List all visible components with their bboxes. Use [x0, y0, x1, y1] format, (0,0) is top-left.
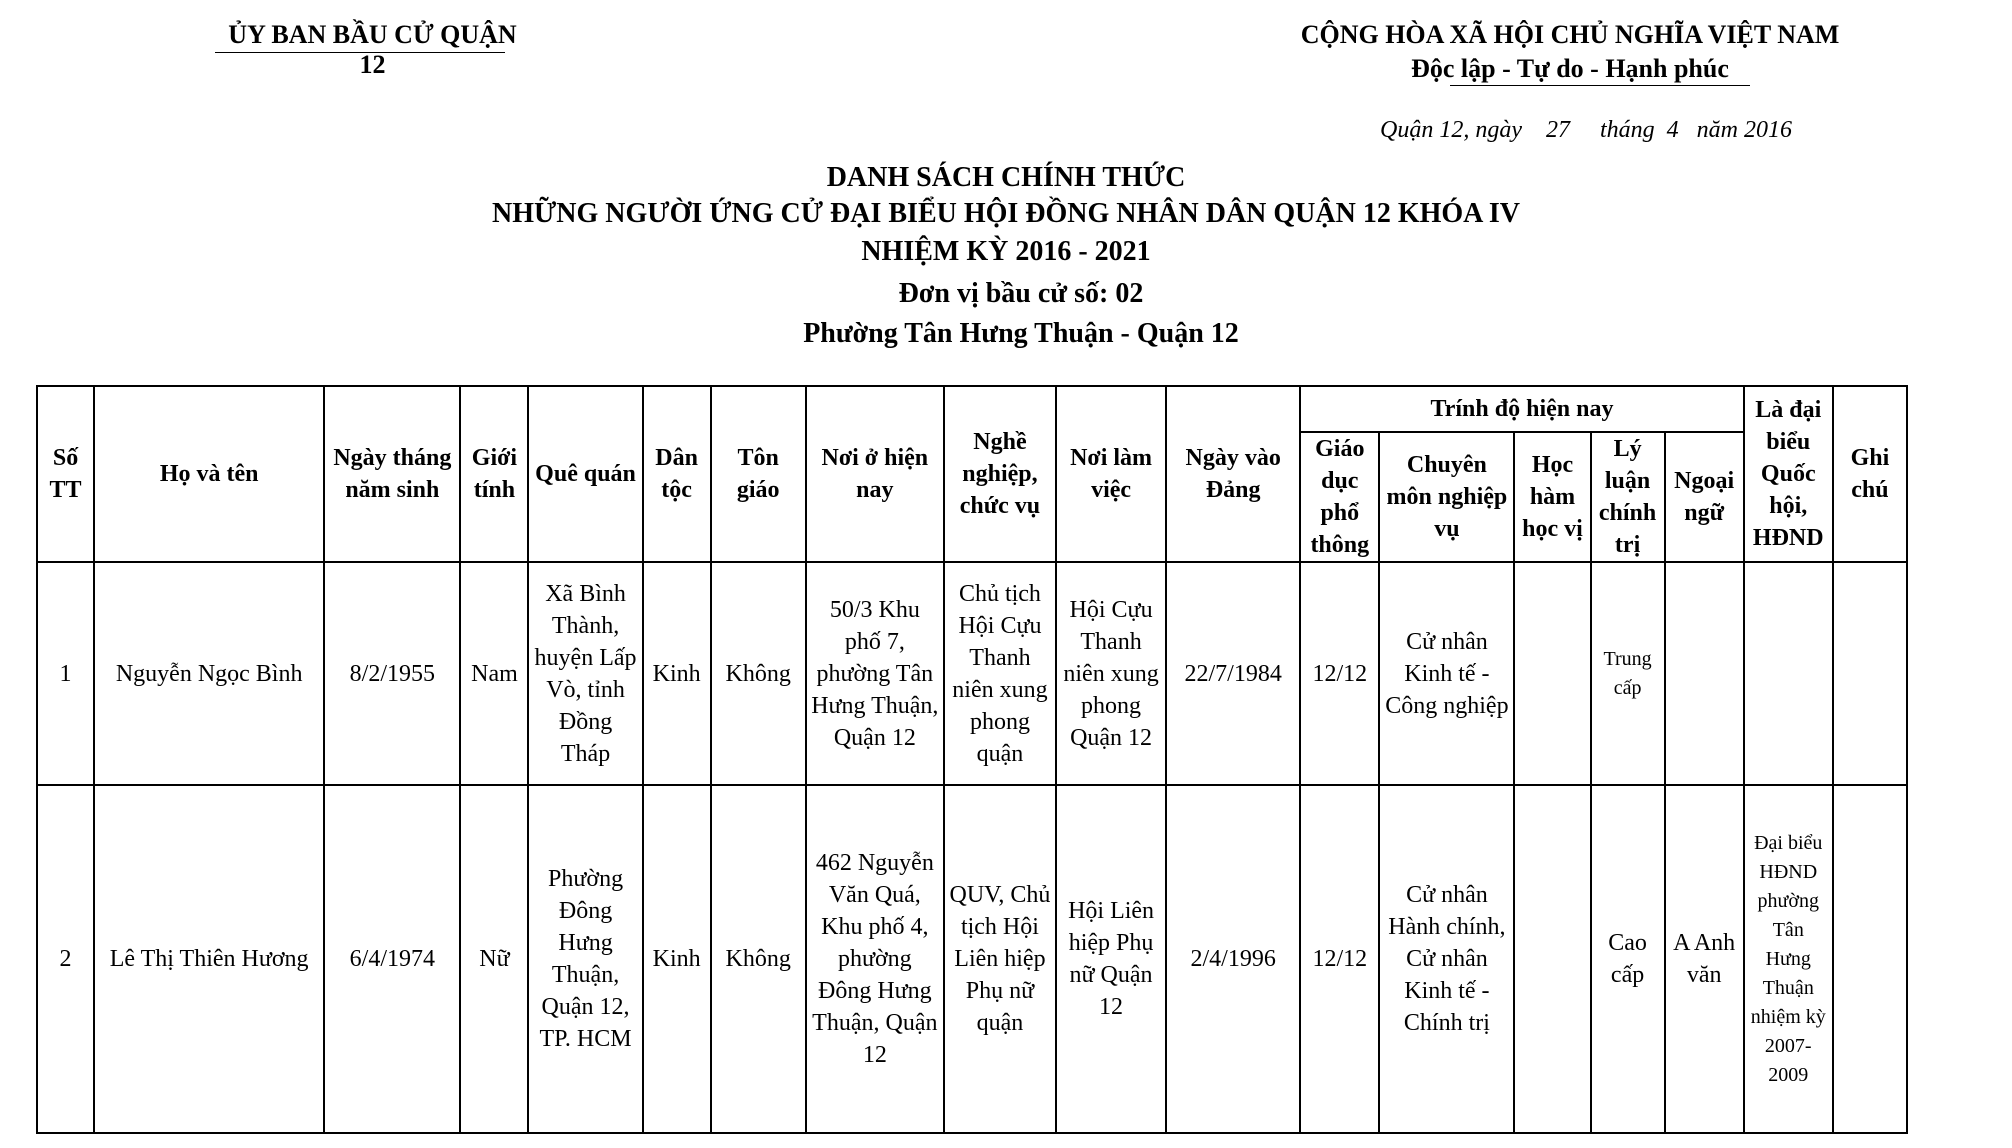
cell-note [1833, 562, 1907, 785]
cell-occupation: QUV, Chủ tịch Hội Liên hiệp Phụ nữ quận [944, 785, 1056, 1133]
cell-residence: 50/3 Khu phố 7, phường Tân Hưng Thuận, Quận 12 [806, 562, 944, 785]
cell-party-date: 22/7/1984 [1166, 562, 1300, 785]
document-title: DANH SÁCH CHÍNH THỨC [826, 162, 1186, 193]
table-header-row [37, 386, 1907, 432]
col-specialty: Chuyên môn nghiệp vụ [1379, 432, 1514, 562]
cell-religion: Không [711, 785, 806, 1133]
cell-gender: Nữ [460, 785, 528, 1133]
cell-general-edu: 12/12 [1300, 562, 1379, 785]
col-hometown: Quê quán [528, 386, 642, 562]
col-workplace: Nơi làm việc [1056, 386, 1166, 562]
cell-workplace: Hội Liên hiệp Phụ nữ Quận 12 [1056, 785, 1166, 1133]
cell-general-edu: 12/12 [1300, 785, 1379, 1133]
col-religion: Tôn giáo [711, 386, 806, 562]
term-label: NHIỆM KỲ 2016 - 2021 [861, 236, 1151, 267]
ward-label: Phường Tân Hưng Thuận - Quận 12 [803, 318, 1239, 349]
issuing-authority: ỦY BAN BẦU CỬ QUẬN 12 [228, 20, 517, 79]
col-political: Lý luận chính trị [1591, 432, 1665, 562]
national-title: CỘNG HÒA XÃ HỘI CHỦ NGHĨA VIỆT NAM [1300, 20, 1840, 49]
cell-gender: Nam [460, 562, 528, 785]
authority-underline [215, 52, 505, 53]
cell-hometown: Xã Bình Thành, huyện Lấp Vò, tỉnh Đồng Tháp [528, 562, 642, 785]
cell-party-date: 2/4/1996 [1166, 785, 1300, 1133]
col-dob: Ngày tháng năm sinh [324, 386, 460, 562]
col-delegate: Là đại biểu Quốc hội, HĐND [1744, 386, 1833, 562]
cell-dob: 6/4/1974 [324, 785, 460, 1133]
col-party-date: Ngày vào Đảng [1166, 386, 1300, 562]
cell-language: A Anh văn [1665, 785, 1744, 1133]
cell-dob: 8/2/1955 [324, 562, 460, 785]
cell-specialty: Cử nhân Kinh tế - Công nghiệp [1379, 562, 1514, 785]
slogan-underline [1450, 85, 1750, 86]
cell-political: Trung cấp [1591, 562, 1665, 785]
electoral-unit: Đơn vị bầu cử số: 02 [898, 278, 1144, 309]
cell-political: Cao cấp [1591, 785, 1665, 1133]
cell-religion: Không [711, 562, 806, 785]
cell-ethnicity: Kinh [643, 562, 711, 785]
col-language: Ngoại ngữ [1665, 432, 1744, 562]
cell-academic [1514, 785, 1590, 1133]
cell-stt: 1 [37, 562, 94, 785]
col-ethnicity: Dân tộc [643, 386, 711, 562]
national-motto [1290, 18, 1850, 86]
cell-delegate: Đại biểu HĐND phường Tân Hưng Thuận nhiệm kỳ 2007-2009 [1744, 785, 1833, 1133]
cell-name: Nguyễn Ngọc Bình [94, 562, 324, 785]
cell-academic [1514, 562, 1590, 785]
col-name: Họ và tên [94, 386, 324, 562]
col-gender: Giới tính [460, 386, 528, 562]
cell-note [1833, 785, 1907, 1133]
cell-name: Lê Thị Thiên Hương [94, 785, 324, 1133]
cell-delegate [1744, 562, 1833, 785]
cell-specialty: Cử nhân Hành chính, Cử nhân Kinh tế - Chính trị [1379, 785, 1514, 1133]
document-dateline: Quận 12, ngày 27 tháng 4 năm 2016 [1380, 117, 1792, 143]
cell-occupation: Chủ tịch Hội Cựu Thanh niên xung phong quận [944, 562, 1056, 785]
col-stt: Số TT [37, 386, 94, 562]
national-slogan: Độc lập - Tự do - Hạnh phúc [1411, 54, 1729, 83]
col-general-edu: Giáo dục phổ thông [1300, 432, 1379, 562]
cell-residence: 462 Nguyễn Văn Quá, Khu phố 4, phường Đông Hưng Thuận, Quận 12 [806, 785, 944, 1133]
document-subtitle: NHỮNG NGƯỜI ỨNG CỬ ĐẠI BIỂU HỘI ĐỒNG NHÂN DÂN QUẬN 12 KHÓA IV [492, 198, 1520, 229]
col-residence: Nơi ở hiện nay [806, 386, 944, 562]
cell-stt: 2 [37, 785, 94, 1133]
table-row [37, 562, 1907, 785]
cell-hometown: Phường Đông Hưng Thuận, Quận 12, TP. HCM [528, 785, 642, 1133]
cell-language [1665, 562, 1744, 785]
table-row [37, 785, 1907, 1133]
candidate-table [36, 385, 1908, 1134]
col-note: Ghi chú [1833, 386, 1907, 562]
cell-ethnicity: Kinh [643, 785, 711, 1133]
cell-workplace: Hội Cựu Thanh niên xung phong Quận 12 [1056, 562, 1166, 785]
col-occupation: Nghề nghiệp, chức vụ [944, 386, 1056, 562]
col-education-group: Trính độ hiện nay [1300, 386, 1743, 432]
col-academic: Học hàm học vị [1514, 432, 1590, 562]
